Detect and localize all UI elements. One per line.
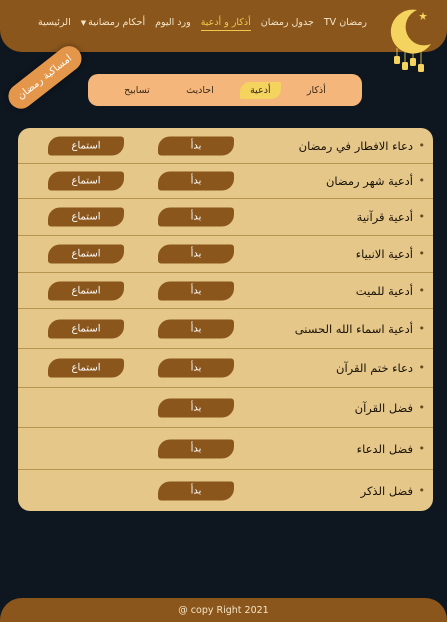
start-button[interactable]: بدأ	[158, 136, 234, 155]
nav-item-daily-wird[interactable]: ورد اليوم	[155, 17, 191, 28]
tab-duas[interactable]: أدعية	[240, 82, 281, 99]
list-item	[18, 349, 433, 388]
nav-item-ramadan-tv[interactable]: رمضان TV	[323, 17, 367, 28]
tab-adhkar[interactable]: أذكار	[306, 84, 326, 96]
listen-button[interactable]: استماع	[48, 208, 124, 227]
list-item	[18, 273, 433, 309]
list-item-title: • فضل الذكر	[361, 484, 413, 498]
listen-button[interactable]: استماع	[48, 245, 124, 264]
imsakiya-badge-label: امساكية رمضان	[4, 41, 87, 113]
start-button[interactable]: بدأ	[158, 319, 234, 338]
duas-list	[18, 128, 433, 511]
listen-button[interactable]: استماع	[48, 319, 124, 338]
nav-item-ramadan-schedule[interactable]: جدول رمضان	[260, 17, 314, 28]
nav-item-adhkar-duas[interactable]: أذكار و أدعية	[201, 17, 251, 31]
list-item-title: • أدعية للميت	[356, 284, 413, 298]
list-item	[18, 470, 433, 511]
nav-item-label: أحكام رمضانية	[88, 17, 146, 28]
start-button[interactable]: بدأ	[158, 439, 234, 458]
start-button[interactable]: بدأ	[158, 245, 234, 264]
start-button[interactable]: بدأ	[158, 359, 234, 378]
main-nav	[38, 17, 367, 31]
nav-item-ramadan-rulings[interactable]	[81, 17, 145, 31]
list-item	[18, 388, 433, 428]
chevron-down-icon: ▼	[80, 19, 87, 27]
footer	[0, 598, 447, 622]
list-item-title: • دعاء الافطار في رمضان	[299, 139, 413, 153]
list-item	[18, 128, 433, 164]
nav-item-home[interactable]: الرئيسية	[37, 17, 71, 28]
start-button[interactable]: بدأ	[158, 481, 234, 500]
header	[0, 0, 447, 52]
list-item	[18, 309, 433, 349]
listen-button[interactable]: استماع	[48, 359, 124, 378]
list-item-title: • فضل الدعاء	[357, 442, 413, 456]
list-item-title: • فضل القرآن	[355, 401, 413, 415]
list-item-title: • أدعية قرآنية	[357, 210, 413, 224]
list-item-title: • أدعية اسماء الله الحسنى	[295, 322, 413, 336]
start-button[interactable]: بدأ	[158, 398, 234, 417]
list-item-title: • أدعية شهر رمضان	[326, 174, 413, 188]
imsakiya-badge[interactable]	[6, 46, 84, 108]
list-item	[18, 236, 433, 273]
list-item-title: • أدعية الانبياء	[356, 247, 413, 261]
category-tabs	[88, 74, 362, 106]
start-button[interactable]: بدأ	[158, 172, 234, 191]
tab-tasabih[interactable]: تسابيح	[124, 84, 150, 96]
start-button[interactable]: بدأ	[158, 208, 234, 227]
listen-button[interactable]: استماع	[48, 172, 124, 191]
crescent-lantern-logo-icon[interactable]	[379, 4, 439, 76]
list-item	[18, 428, 433, 470]
list-item	[18, 199, 433, 236]
list-item-title: • دعاء ختم القرآن	[336, 361, 413, 375]
list-item	[18, 164, 433, 199]
listen-button[interactable]: استماع	[48, 136, 124, 155]
tab-hadiths[interactable]: احاديث	[186, 84, 214, 96]
copyright-text: @ copy Right 2021	[178, 604, 269, 616]
start-button[interactable]: بدأ	[158, 281, 234, 300]
listen-button[interactable]: استماع	[48, 281, 124, 300]
